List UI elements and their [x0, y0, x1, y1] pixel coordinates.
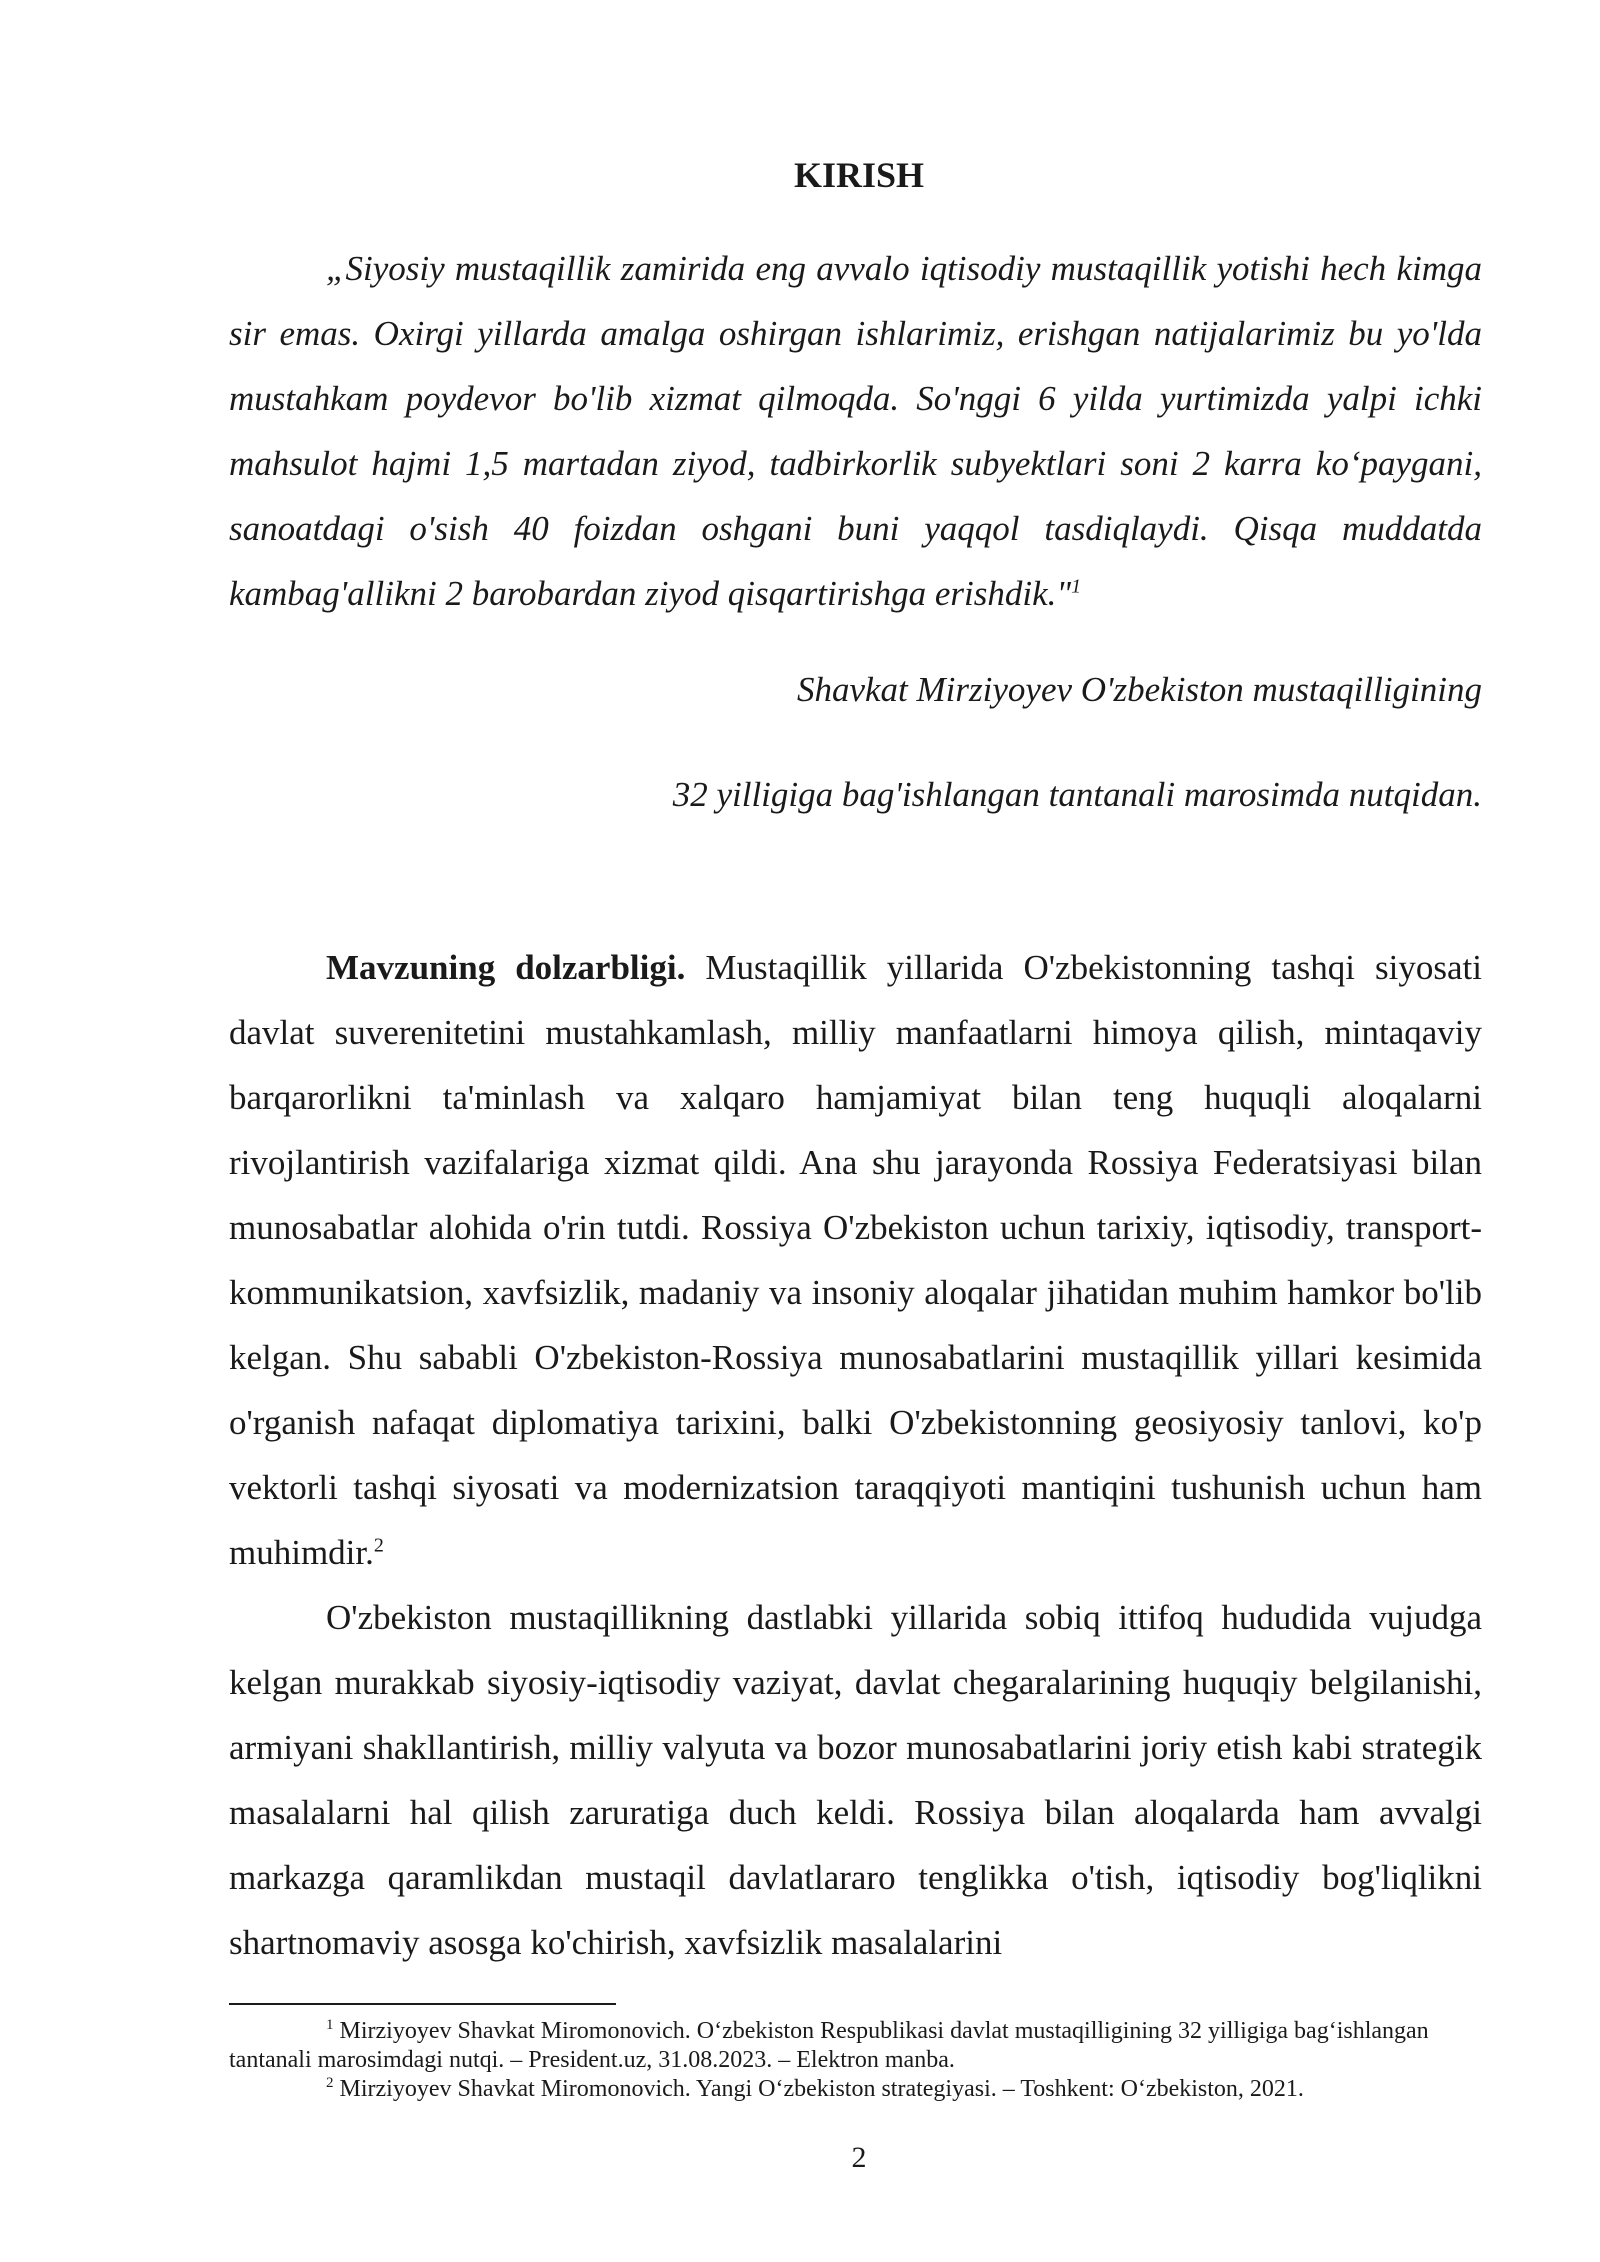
footnote-1-text: Mirziyoyev Shavkat Miromonovich. O‘zbekiston Respublikasi davlat mustaqilligining 32 yilligiga bag‘ishlangan tantanali marosimdagi nutqi. – President.uz, 31.08.2023. – Elektron manba.	[229, 2018, 1429, 2073]
relevance-heading: Mavzuning dolzarbligi.	[326, 948, 686, 987]
footnote-1-number: 1	[326, 2017, 334, 2033]
footnote-1	[229, 2017, 1489, 2075]
footnote-ref-2: 2	[373, 1534, 384, 1557]
footnotes	[229, 2017, 1489, 2104]
epigraph-attribution-line-1: Shavkat Mirziyoyev O'zbekiston mustaqilligining	[796, 670, 1482, 709]
paragraph-relevance	[229, 935, 1482, 1585]
footnote-2-text: Mirziyoyev Shavkat Miromonovich. Yangi O‘zbekiston strategiyasi. – Toshkent: O‘zbekiston, 2021.	[333, 2076, 1304, 2102]
footnote-2	[229, 2075, 1489, 2104]
epigraph-quote	[229, 236, 1482, 626]
paragraph-2: O'zbekiston mustaqillikning dastlabki yillarida sobiq ittifoq hududida vujudga kelgan murakkab siyosiy-iqtisodiy vaziyat, davlat chegaralarining huquqiy belgilanishi, armiyani shakllantirish, milliy valyuta va bozor munosabatlarini joriy etish kabi strategik masalalarni hal qilish zaruratiga duch keldi. Rossiya bilan aloqalarda ham avvalgi markazga qaramlikdan mustaqil davlatlararo tenglikka o'tish, iqtisodiy bog'liqlikni shartnomaviy asosga ko'chirish, xavfsizlik masalalarini	[229, 1598, 1482, 1962]
footnote-separator	[229, 2003, 616, 2005]
page-number: 2	[851, 2141, 867, 2174]
paragraph-1-text: Mustaqillik yillarida O'zbekistonning tashqi siyosati davlat suverenitetini mustahkamlash, milliy manfaatlarni himoya qilish, mintaqaviy barqarorlikni ta'minlash va xalqaro hamjamiyat bilan teng huquqli aloqalarni rivojlantirish vazifalariga xizmat qildi. Ana shu jarayonda Rossiya Federatsiyasi bilan munosabatlar alohida o'rin tutdi. Rossiya O'zbekiston uchun tarixiy, iqtisodiy, transport-kommunikatsion, xavfsizlik, madaniy va insoniy aloqalar jihatidan muhim hamkor bo'lib kelgan. Shu sababli O'zbekiston-Rossiya munosabatlarini mustaqillik yillari kesimida o'rganish nafaqat diplomatiya tarixini, balki O'zbekistonning geosiyosiy tanlovi, ko'p vektorli tashqi siyosati va modernizatsion taraqqiyoti mantiqini tushunish uchun ham muhimdir.	[229, 948, 1482, 1572]
section-title: KIRISH	[793, 155, 925, 195]
body-text	[229, 935, 1482, 1975]
footnote-ref-1: 1	[1071, 575, 1082, 598]
epigraph-text: „Siyosiy mustaqillik zamirida eng avvalo iqtisodiy mustaqillik yotishi hech kimga sir emas. Oxirgi yillarda amalga oshirgan ishlarimiz, erishgan natijalarimiz bu yo'lda mustahkam poydevor bo'lib xizmat qilmoqda. So'nggi 6 yilda yurtimizda yalpi ichki mahsulot hajmi 1,5 martadan ziyod, tadbirkorlik subyektlari soni 2 karra ko‘paygani, sanoatdagi o'sish 40 foizdan oshgani buni yaqqol tasdiqlaydi. Qisqa muddatda kambag'allikni 2 barobardan ziyod qisqartirishga erishdik."	[229, 249, 1482, 613]
epigraph-attribution-line-2: 32 yilligiga bag'ishlangan tantanali marosimda nutqidan.	[672, 775, 1482, 814]
footnote-2-number: 2	[326, 2075, 334, 2091]
